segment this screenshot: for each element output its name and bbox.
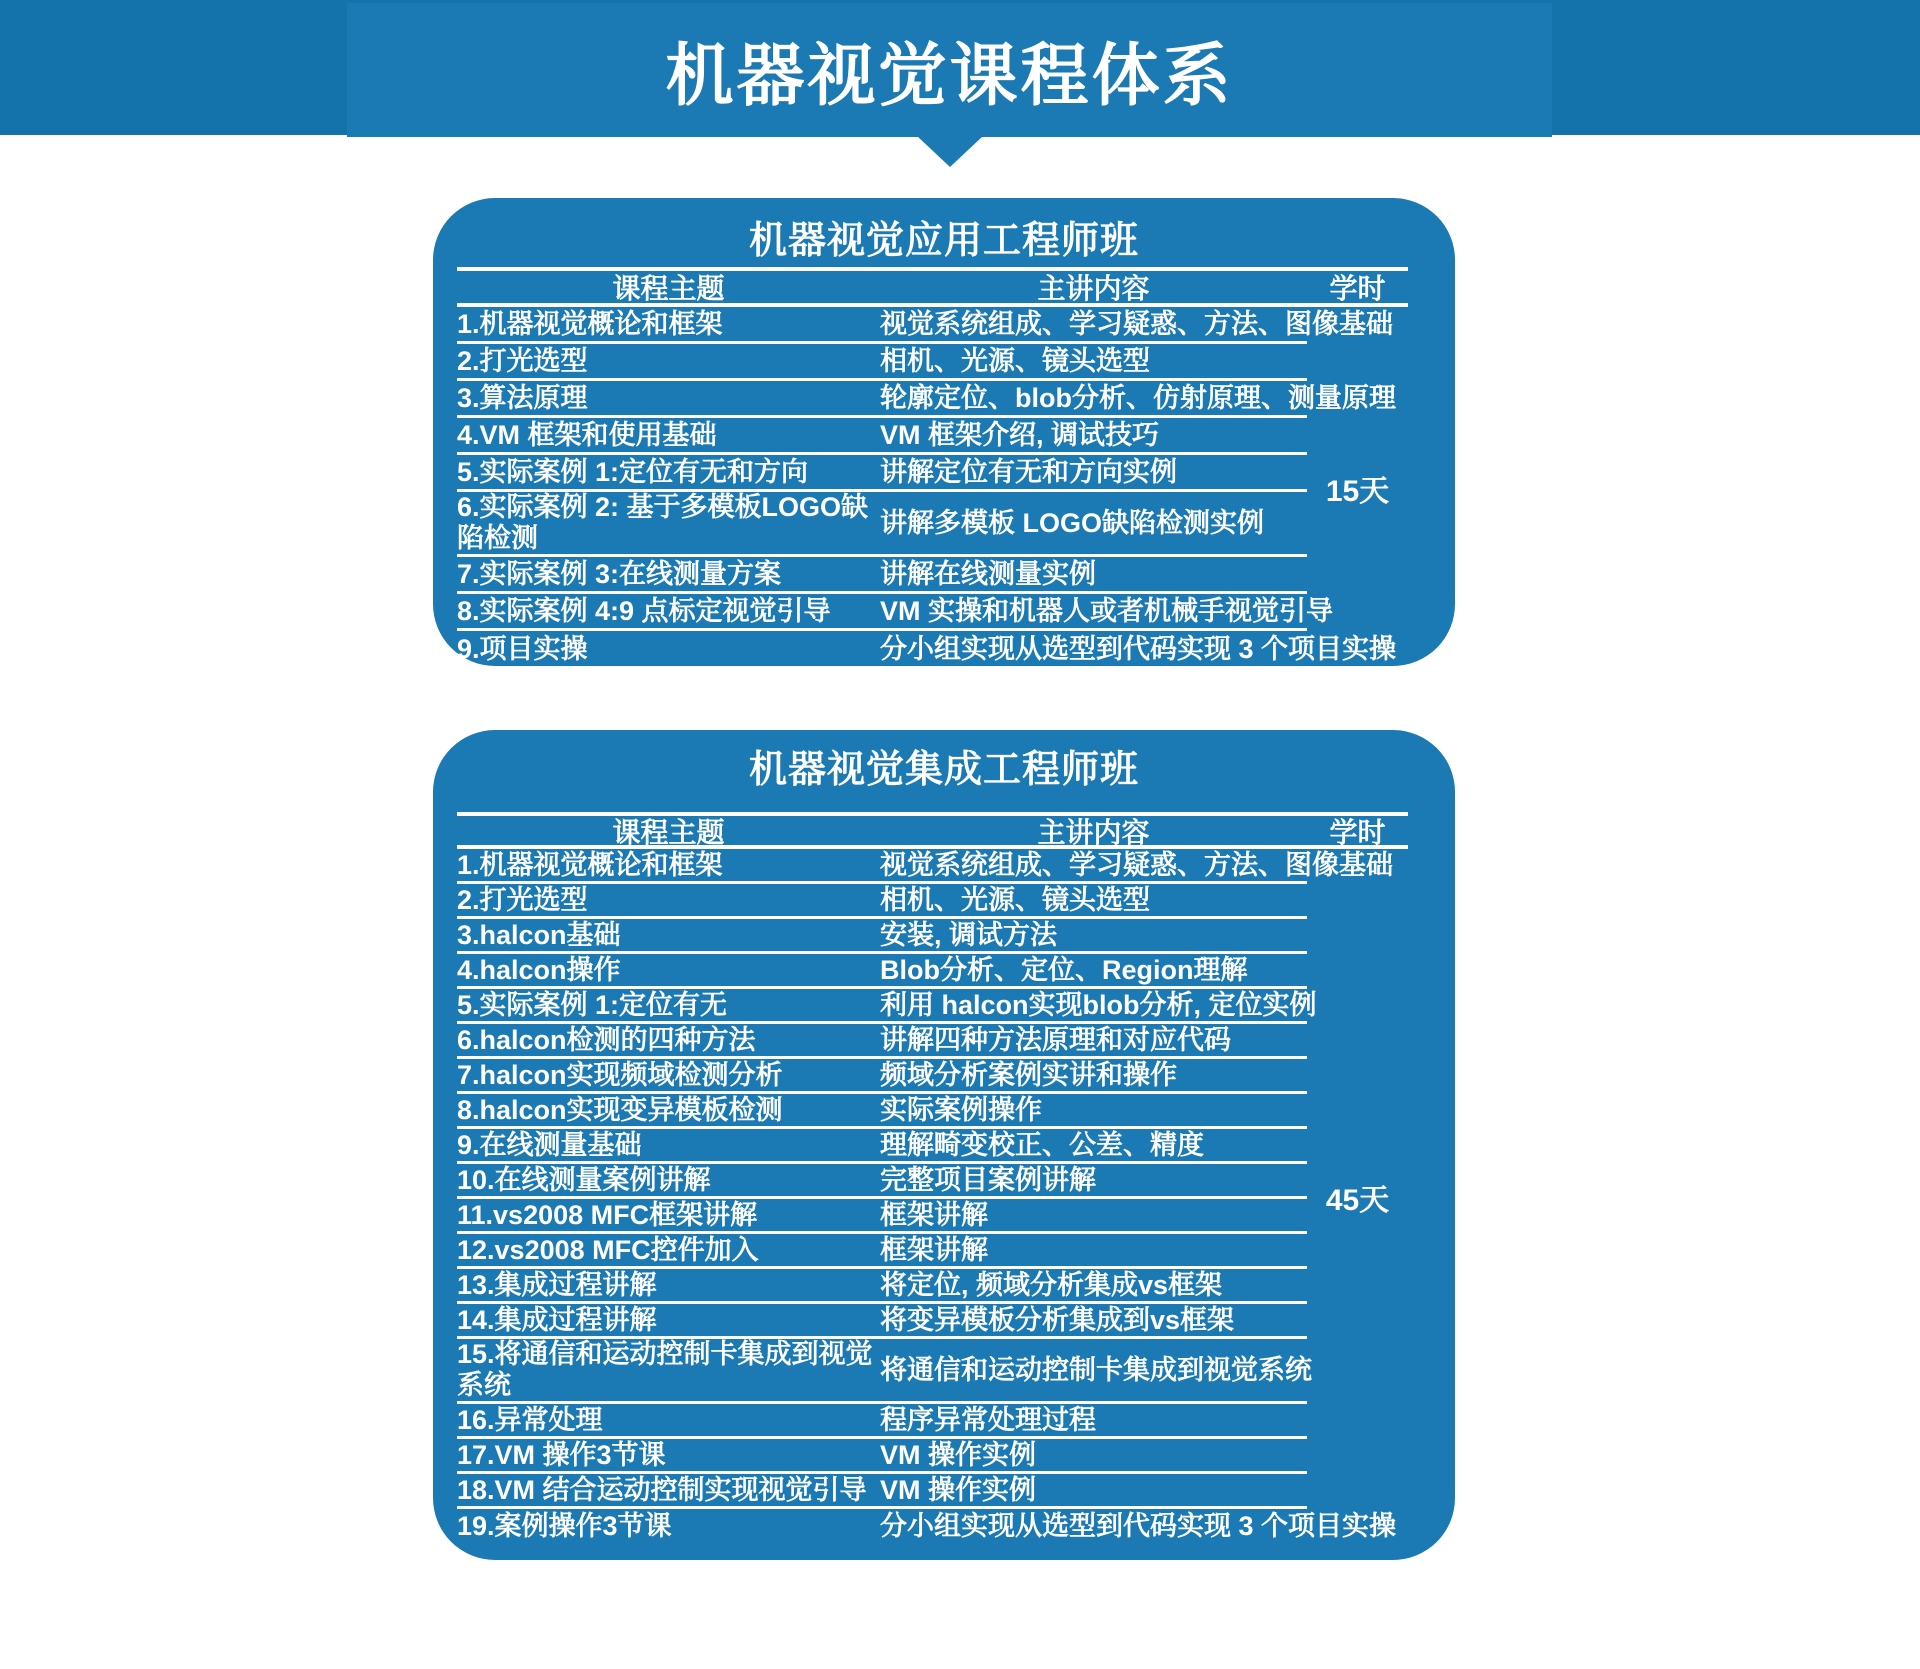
cell-course-topic: 15.将通信和运动控制卡集成到视觉系统 xyxy=(457,1339,873,1400)
cell-course-topic: 9.项目实操 xyxy=(457,634,588,664)
table-body xyxy=(457,849,1397,1544)
cell-course-topic: 4.VM 框架和使用基础 xyxy=(457,419,717,450)
cell-course-topic: 11.vs2008 MFC框架讲解 xyxy=(457,1199,758,1230)
cell-course-topic: 13.集成过程讲解 xyxy=(457,1269,657,1300)
arrow-down-pointer xyxy=(917,136,983,167)
cell-course-content: 讲解定位有无和方向实例 xyxy=(880,456,1177,487)
panel-title: 机器视觉应用工程师班 xyxy=(748,220,1139,262)
panel-application-engineer-class xyxy=(433,198,1455,666)
column-header-content: 主讲内容 xyxy=(1037,816,1150,848)
table-row xyxy=(457,1304,1307,1339)
table-row xyxy=(457,1129,1307,1164)
table-row xyxy=(457,1024,1307,1059)
cell-course-topic: 9.在线测量基础 xyxy=(457,1129,642,1160)
cell-course-content: 将通信和运动控制卡集成到视觉系统 xyxy=(880,1354,1312,1385)
cell-course-topic: 6.实际案例 2: 基于多模板LOGO缺陷检测 xyxy=(457,492,869,553)
cell-course-topic: 10.在线测量案例讲解 xyxy=(457,1164,711,1195)
cell-course-content: 利用 halcon实现blob分析, 定位实例 xyxy=(880,989,1317,1020)
column-header-topic: 课程主题 xyxy=(612,816,725,848)
table-row xyxy=(457,1509,1397,1544)
table-row xyxy=(457,954,1307,989)
table-row xyxy=(457,1199,1307,1234)
panel-title: 机器视觉集成工程师班 xyxy=(748,749,1139,791)
cell-course-content: 将变异模板分析集成到vs框架 xyxy=(880,1304,1235,1335)
column-header-topic: 课程主题 xyxy=(612,273,725,304)
cell-course-content: 讲解在线测量实例 xyxy=(880,558,1096,589)
cell-course-topic: 7.halcon实现频域检测分析 xyxy=(457,1059,783,1090)
cell-course-topic: 16.异常处理 xyxy=(457,1404,603,1435)
cell-course-content: 将定位, 频域分析集成vs框架 xyxy=(880,1269,1223,1300)
cell-course-content: 完整项目案例讲解 xyxy=(880,1164,1096,1195)
cell-course-content: 讲解四种方法原理和对应代码 xyxy=(880,1024,1231,1055)
cell-course-content: VM 实操和机器人或者机械手视觉引导 xyxy=(880,595,1334,626)
table-row xyxy=(457,344,1307,381)
cell-course-content: 频域分析案例实讲和操作 xyxy=(880,1059,1177,1090)
table-row xyxy=(457,1234,1307,1269)
column-header-hours: 学时 xyxy=(1329,816,1386,848)
column-header-content: 主讲内容 xyxy=(1037,273,1150,304)
cell-course-content: 轮廓定位、blob分析、仿射原理、测量原理 xyxy=(880,382,1396,413)
course-table xyxy=(457,812,1455,1544)
table-row xyxy=(457,557,1307,594)
column-header-hours: 学时 xyxy=(1329,273,1386,304)
cell-course-topic: 8.实际案例 4:9 点标定视觉引导 xyxy=(457,595,831,626)
cell-course-content: 框架讲解 xyxy=(880,1199,988,1230)
cell-course-topic: 14.集成过程讲解 xyxy=(457,1304,657,1335)
cell-course-topic: 18.VM 结合运动控制实现视觉引导 xyxy=(457,1474,867,1505)
cell-course-topic: 8.halcon实现变异模板检测 xyxy=(457,1094,783,1125)
cell-course-topic: 6.halcon检测的四种方法 xyxy=(457,1024,756,1055)
cell-course-topic: 19.案例操作3节课 xyxy=(457,1511,672,1541)
cell-course-topic: 5.实际案例 1:定位有无 xyxy=(457,989,728,1020)
cell-course-topic: 7.实际案例 3:在线测量方案 xyxy=(457,558,782,589)
table-body xyxy=(457,307,1397,668)
panel-integration-engineer-class xyxy=(433,730,1455,1560)
hours-total: 15天 xyxy=(1325,474,1390,508)
cell-course-content: Blob分析、定位、Region理解 xyxy=(880,954,1248,985)
table-row xyxy=(457,418,1307,455)
cell-course-content: 相机、光源、镜头选型 xyxy=(880,345,1150,376)
cell-course-content: 相机、光源、镜头选型 xyxy=(880,884,1150,915)
cell-course-content: VM 框架介绍, 调试技巧 xyxy=(880,419,1160,450)
cell-course-content: 讲解多模板 LOGO缺陷检测实例 xyxy=(880,507,1264,538)
cell-course-topic: 4.halcon操作 xyxy=(457,954,621,985)
table-row xyxy=(457,1474,1307,1509)
cell-course-content: VM 操作实例 xyxy=(880,1474,1037,1505)
table-row xyxy=(457,455,1307,492)
cell-course-topic: 2.打光选型 xyxy=(457,884,588,915)
cell-course-topic: 5.实际案例 1:定位有无和方向 xyxy=(457,456,809,487)
table-row xyxy=(457,1164,1307,1199)
table-row xyxy=(457,849,1393,884)
table-row xyxy=(457,1269,1307,1304)
cell-course-content: 视觉系统组成、学习疑惑、方法、图像基础 xyxy=(880,308,1393,339)
table-header-row xyxy=(457,812,1408,849)
cell-course-topic: 12.vs2008 MFC控件加入 xyxy=(457,1234,759,1265)
table-row xyxy=(457,989,1317,1024)
cell-course-topic: 1.机器视觉概论和框架 xyxy=(457,308,723,339)
course-table xyxy=(457,267,1455,668)
hours-total: 45天 xyxy=(1325,1183,1390,1217)
cell-course-content: VM 操作实例 xyxy=(880,1439,1037,1470)
table-row xyxy=(457,1439,1307,1474)
table-row xyxy=(457,1404,1307,1439)
banner xyxy=(347,3,1552,137)
cell-course-content: 框架讲解 xyxy=(880,1234,988,1265)
table-row xyxy=(457,1094,1307,1129)
cell-course-content: 程序异常处理过程 xyxy=(880,1404,1096,1435)
cell-course-topic: 2.打光选型 xyxy=(457,345,588,376)
table-row xyxy=(457,1339,1312,1404)
cell-course-content: 安装, 调试方法 xyxy=(880,919,1058,950)
table-row xyxy=(457,1059,1307,1094)
cell-course-topic: 1.机器视觉概论和框架 xyxy=(457,849,723,880)
cell-course-content: 分小组实现从选型到代码实现 3 个项目实操 xyxy=(880,634,1397,664)
table-row xyxy=(457,919,1307,954)
cell-course-content: 实际案例操作 xyxy=(880,1094,1042,1125)
table-row xyxy=(457,594,1334,631)
cell-course-topic: 3.算法原理 xyxy=(457,382,588,413)
table-row xyxy=(457,381,1396,418)
table-row xyxy=(457,307,1393,344)
cell-course-topic: 17.VM 操作3节课 xyxy=(457,1439,666,1470)
cell-course-content: 视觉系统组成、学习疑惑、方法、图像基础 xyxy=(880,849,1393,880)
table-row xyxy=(457,884,1307,919)
cell-course-content: 理解畸变校正、公差、精度 xyxy=(880,1129,1204,1160)
table-row xyxy=(457,631,1397,668)
table-row xyxy=(457,492,1307,557)
cell-course-topic: 3.halcon基础 xyxy=(457,919,621,950)
table-header-row xyxy=(457,267,1408,307)
page-title: 机器视觉课程体系 xyxy=(665,37,1234,114)
cell-course-content: 分小组实现从选型到代码实现 3 个项目实操 xyxy=(880,1511,1397,1541)
